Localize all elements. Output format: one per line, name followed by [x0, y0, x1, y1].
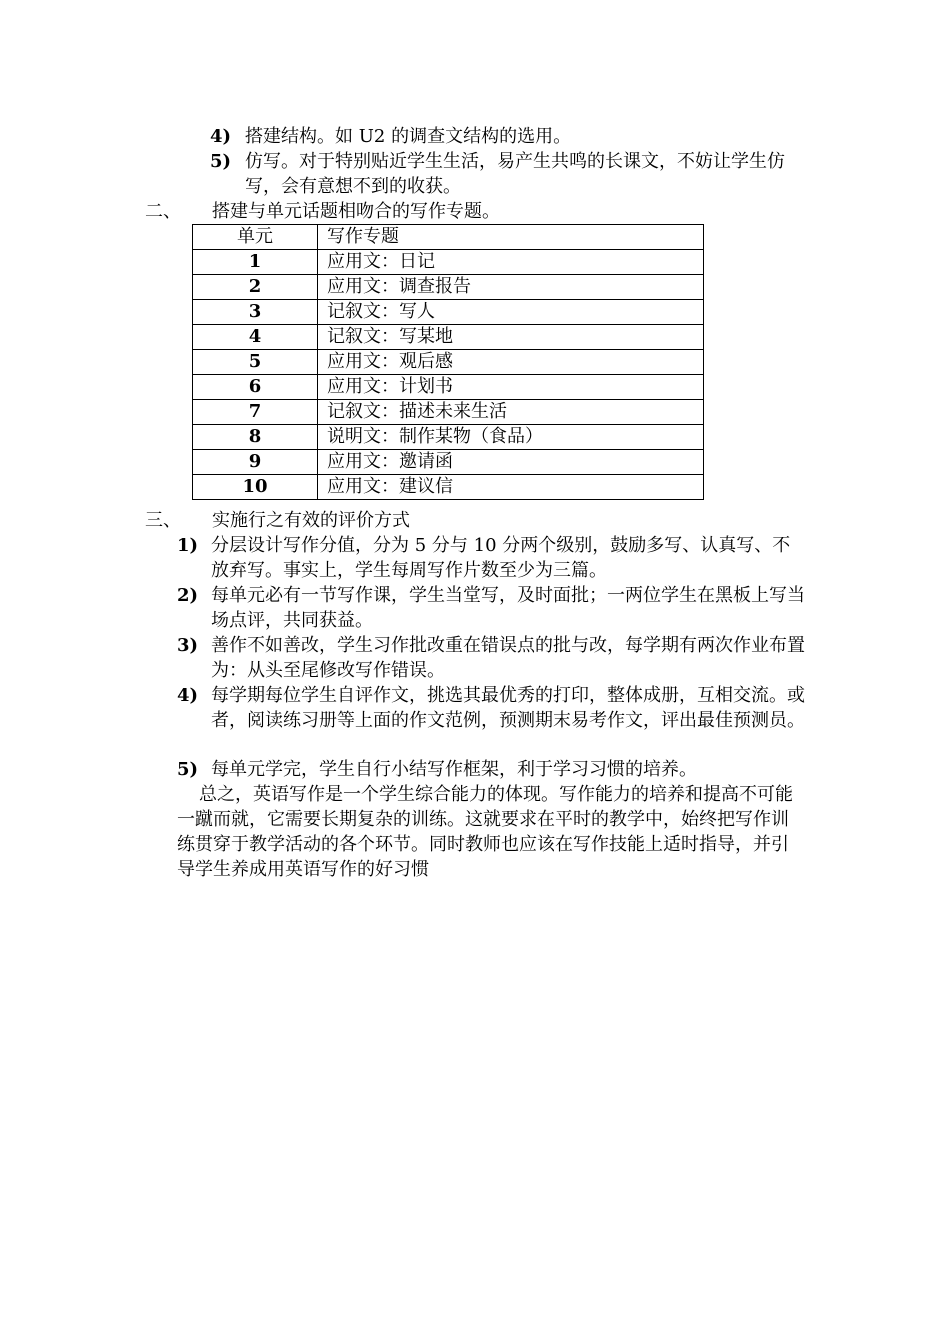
unit-cell: 3 — [193, 300, 318, 325]
table-header-row — [193, 225, 704, 250]
conclusion-paragraph — [177, 782, 805, 882]
topic-cell: 记叙文：写某地 — [318, 325, 704, 350]
item-number: 3) — [177, 635, 199, 656]
item-text: 每单元学完，学生自行小结写作框架，利于学习习惯的培养。 — [211, 759, 697, 780]
table-row — [193, 275, 704, 300]
conclusion-text: 总之，英语写作是一个学生综合能力的体现。写作能力的培养和提高不可能一蹴而就，它需要长期复杂的训练。这就要求在平时的教学中，始终把写作训练贯穿于教学活动的各个环节。同时教师也应该在写作技能上适时指导，并引导学生养成用英语写作的好习惯 — [177, 784, 793, 880]
unit-cell: 8 — [193, 425, 318, 450]
list-item — [177, 583, 806, 633]
table-row — [193, 250, 704, 275]
list-item — [177, 683, 806, 733]
section-heading — [145, 508, 805, 533]
topic-cell: 应用文：调查报告 — [318, 275, 704, 300]
unit-cell: 10 — [193, 475, 318, 500]
item-text: 每学期每位学生自评作文，挑选其最优秀的打印，整体成册，互相交流。或者，阅读练习册等上面的作文范例，预测期末易考作文，评出最佳预测员。 — [211, 685, 805, 731]
list-item — [210, 124, 806, 149]
column-header-topic: 写作专题 — [318, 225, 704, 250]
topic-cell: 记叙文：写人 — [318, 300, 704, 325]
unit-cell: 5 — [193, 350, 318, 375]
topic-cell: 应用文：建议信 — [318, 475, 704, 500]
item-number: 1) — [177, 535, 199, 556]
unit-cell: 7 — [193, 400, 318, 425]
section-marker: 三、 — [145, 510, 181, 531]
table-row — [193, 375, 704, 400]
topic-cell: 应用文：计划书 — [318, 375, 704, 400]
item-number: 2) — [177, 585, 199, 606]
item-text: 分层设计写作分值，分为 5 分与 10 分两个级别，鼓励多写、认真写、不放弃写。事实上，学生每周写作片数至少为三篇。 — [211, 535, 791, 581]
item-number: 5) — [210, 151, 232, 172]
list-item — [177, 757, 806, 782]
topic-cell: 应用文：观后感 — [318, 350, 704, 375]
list-item — [210, 149, 806, 199]
item-text: 搭建结构。如 U2 的调查文结构的选用。 — [245, 126, 572, 147]
item-text: 每单元必有一节写作课，学生当堂写，及时面批；一两位学生在黑板上写当场点评，共同获益。 — [211, 585, 805, 631]
table-row — [193, 425, 704, 450]
unit-cell: 2 — [193, 275, 318, 300]
table-row — [193, 475, 704, 500]
item-text: 仿写。对于特别贴近学生生活，易产生共鸣的长课文，不妨让学生仿写，会有意想不到的收获。 — [245, 151, 785, 197]
topic-cell: 应用文：邀请函 — [318, 450, 704, 475]
unit-cell: 4 — [193, 325, 318, 350]
item-number: 4) — [210, 126, 232, 147]
item-number: 5) — [177, 759, 199, 780]
list-item — [177, 633, 806, 683]
table-row — [193, 450, 704, 475]
item-number: 4) — [177, 685, 199, 706]
section-title: 实施行之有效的评价方式 — [212, 510, 410, 531]
unit-cell: 6 — [193, 375, 318, 400]
column-header-unit: 单元 — [193, 225, 318, 250]
topic-cell: 说明文：制作某物（食品） — [318, 425, 704, 450]
unit-cell: 9 — [193, 450, 318, 475]
unit-cell: 1 — [193, 250, 318, 275]
topic-cell: 应用文：日记 — [318, 250, 704, 275]
section-title: 搭建与单元话题相吻合的写作专题。 — [212, 201, 500, 222]
writing-topics-table — [192, 224, 704, 500]
table-row — [193, 325, 704, 350]
item-text: 善作不如善改，学生习作批改重在错误点的批与改，每学期有两次作业布置为：从头至尾修改写作错误。 — [211, 635, 805, 681]
table-row — [193, 300, 704, 325]
list-item — [177, 533, 806, 583]
section-marker: 二、 — [145, 201, 181, 222]
table-row — [193, 350, 704, 375]
table-row — [193, 400, 704, 425]
topic-cell: 记叙文：描述未来生活 — [318, 400, 704, 425]
section-heading — [145, 199, 805, 224]
